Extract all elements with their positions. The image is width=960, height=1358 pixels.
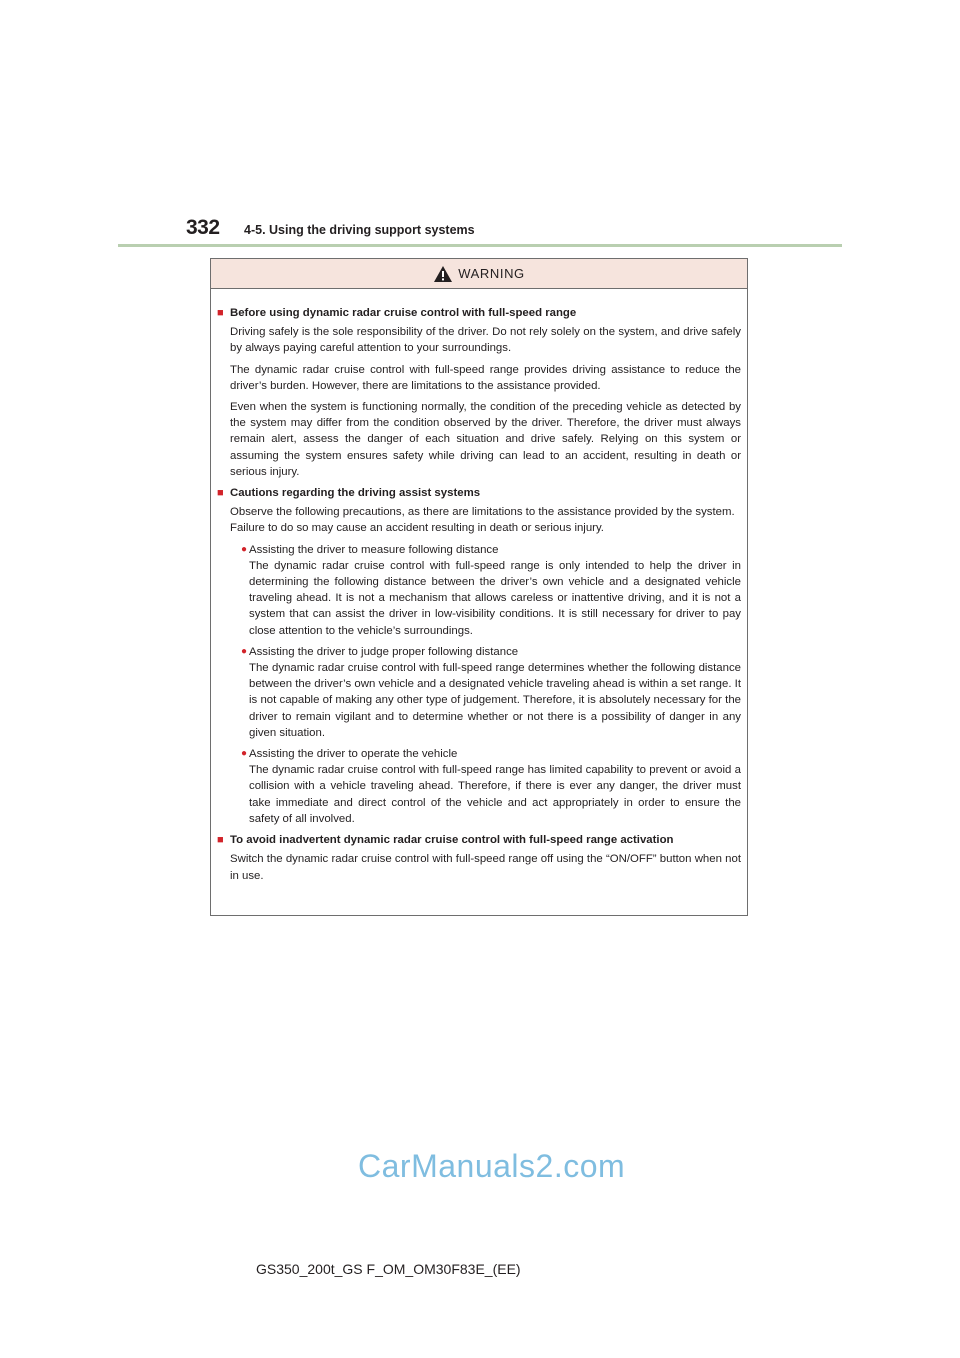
topic-title: Cautions regarding the driving assist systems — [230, 487, 481, 500]
list-item — [241, 644, 741, 741]
circle-bullet-icon: ● — [241, 645, 248, 657]
list-item-title: Assisting the driver to measure following distance — [249, 543, 499, 556]
list-item-title: Assisting the driver to judge proper following distance — [249, 645, 519, 658]
page-header — [186, 216, 846, 246]
paragraph: Observe the following precautions, as there are limitations to the assistance provided by the system. — [230, 506, 735, 519]
paragraph: Driving safely is the sole responsibility of the driver. Do not rely solely on the system, and drive safely by always paying careful attention to your surroundings. — [230, 326, 741, 355]
warning-triangle-icon — [433, 265, 453, 283]
paragraph: The dynamic radar cruise control with full-speed range provides driving assistance to reduce the driver’s burden. However, there are limitations to the assistance provided. — [230, 363, 741, 392]
square-bullet-icon: ■ — [217, 307, 224, 319]
topic-heading — [217, 305, 741, 321]
circle-bullet-icon: ● — [241, 543, 248, 555]
topic-heading — [217, 832, 741, 848]
square-bullet-icon: ■ — [217, 487, 224, 500]
topic-title: To avoid inadvertent dynamic radar cruise control with full-speed range activation — [230, 834, 674, 847]
list-item-text: The dynamic radar cruise control with full-speed range is only intended to help the driver in determining the following distance between the driver’s own vehicle and a designated vehicle traveling ahead. It is not a mechanism that allows careless or inattentive driving, and it is not a system that can assist the driver in low-visibility conditions. It is still necessary for driver to pay close attention to the vehicle’s surroundings. — [249, 559, 741, 637]
warning-label: WARNING — [458, 266, 525, 281]
list-item-text: The dynamic radar cruise control with full-speed range determines whether the following distance between the driver’s own vehicle and a designated vehicle traveling ahead is within a set range. It is not capable of making any other type of judgement. Therefore, it is absolutely necessary for the driver to remain vigilant and to determine whether or not there is a possibility of danger in any given situation. — [249, 662, 741, 739]
watermark-link[interactable]: CarManuals2.com — [358, 1148, 626, 1184]
list-item-text: The dynamic radar cruise control with full-speed range has limited capability to prevent or avoid a collision with a vehicle traveling ahead. Therefore, if there is ever any danger, the driver must take immediate and direct control of the vehicle and act appropriately in order to ensure the safety of all involved. — [249, 764, 741, 825]
paragraph: Switch the dynamic radar cruise control with full-speed range off using the “ON/OFF” button when not in use. — [230, 853, 741, 882]
page-number: 332 — [186, 216, 220, 239]
topic-heading — [217, 485, 741, 501]
paragraph: Failure to do so may cause an accident resulting in death or serious injury. — [230, 522, 604, 535]
topic-title: Before using dynamic radar cruise control with full-speed range — [230, 307, 577, 319]
warning-body — [211, 289, 747, 884]
square-bullet-icon: ■ — [217, 834, 224, 847]
paragraph: Even when the system is functioning normally, the condition of the preceding vehicle as detected by the system may differ from the condition observed by the driver. Therefore, the driver must always remain alert, assess the danger of each situation and drive safely. Relying on this system or assuming the system ensures safety while driving can lead to an accident, resulting in death or serious injury. — [230, 401, 741, 478]
list-item — [241, 746, 741, 827]
list-item-title: Assisting the driver to operate the vehicle — [249, 748, 458, 761]
warning-header — [211, 259, 747, 289]
list-item — [241, 542, 741, 639]
footer-code: GS350_200t_GS F_OM_OM30F83E_(EE) — [256, 1261, 521, 1277]
header-rule — [118, 244, 842, 247]
section-title: 4-5. Using the driving support systems — [244, 223, 475, 237]
warning-box — [210, 258, 748, 916]
circle-bullet-icon: ● — [241, 748, 248, 760]
